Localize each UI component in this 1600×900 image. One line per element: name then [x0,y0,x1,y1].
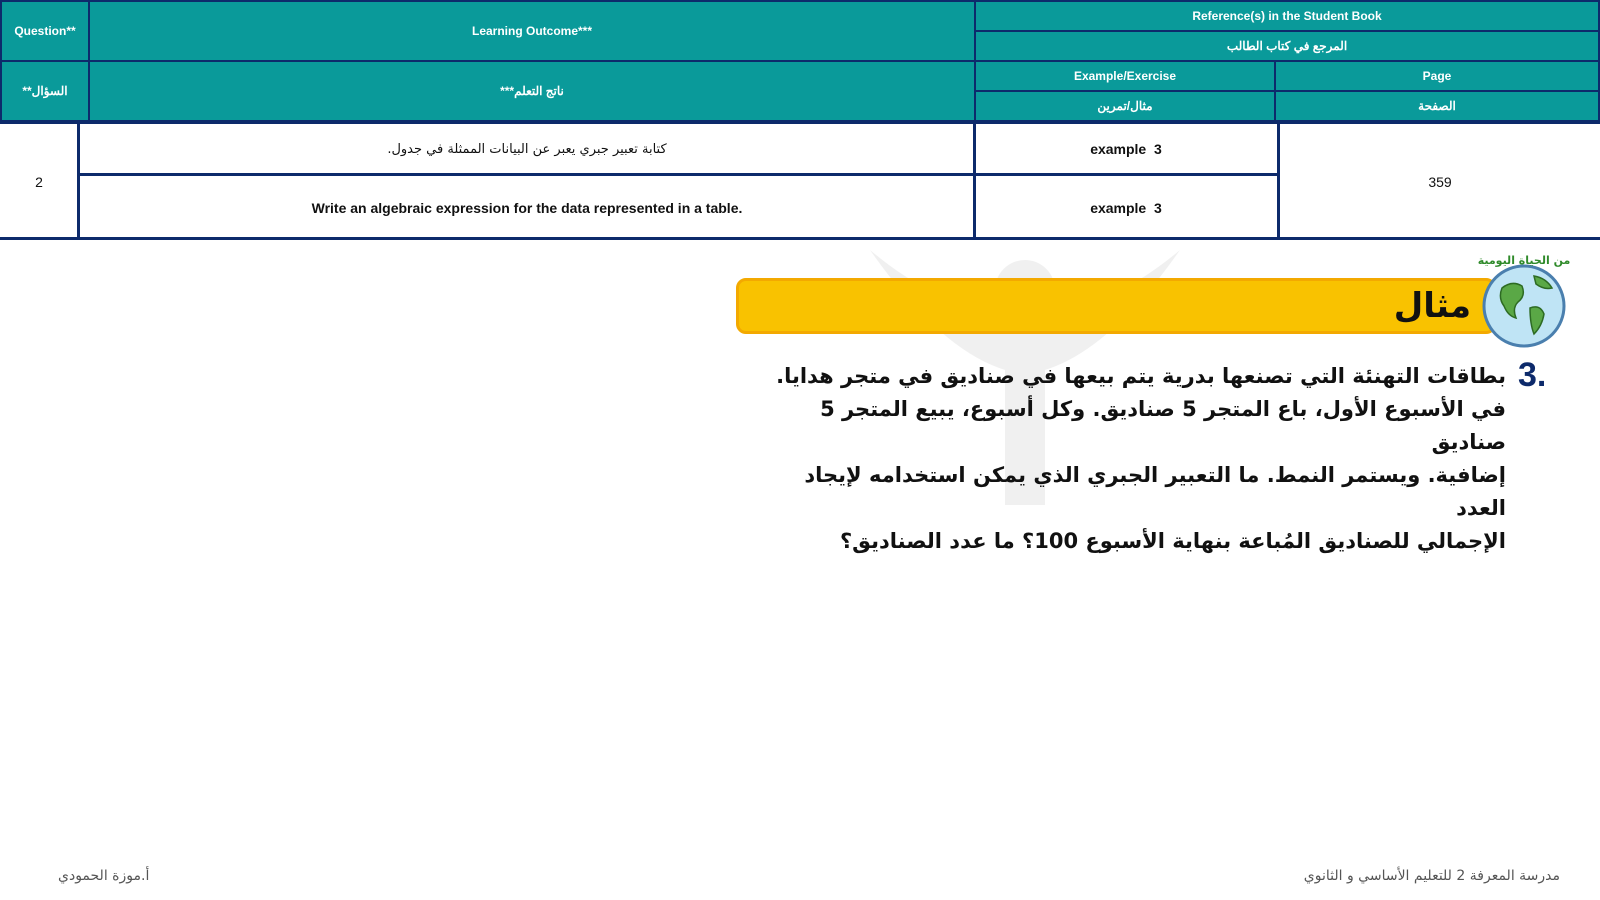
outcome-en-text: Write an algebraic expression for the data represented in a table. [311,200,743,216]
question-number-cell [0,124,78,240]
header-example-en-label: Example/Exercise [1073,69,1177,83]
example-text [748,360,1506,558]
header-reference-ar-label: المرجع في كتاب الطالب [1226,39,1348,53]
row-divider-v2 [973,124,976,240]
table-header [0,0,1600,124]
example-line-1: بطاقات التهنئة التي تصنعها بدرية يتم بيعها في صناديق في متجر هدايا. [776,364,1506,388]
header-page-en [1274,60,1600,92]
example-banner [736,278,1496,334]
row-divider-v1 [77,124,80,240]
question-number: 2 [35,174,43,190]
header-page-en-label: Page [1422,69,1452,83]
example-title: مثال [1393,286,1471,326]
row-divider-v3 [1277,124,1280,240]
row-bottom-border [0,237,1600,240]
header-outcome-en-label: Learning Outcome*** [471,24,593,38]
footer-school-name: مدرسة المعرفة 2 للتعليم الأساسي و الثانوي [1303,868,1560,884]
header-question-en [0,0,90,62]
header-outcome-ar [88,60,976,122]
footer-teacher-name: أ.موزة الحمودي [58,868,150,884]
example-line-3: إضافية. ويستمر النمط. ما التعبير الجبري الذي يمكن استخدامه لإيجاد العدد [804,463,1506,520]
example-number: 3. [1518,356,1547,394]
header-outcome-ar-label: ناتج التعلم*** [500,84,564,98]
example-ref-1: example 3 [1090,141,1162,157]
header-reference-en-label: Reference(s) in the Student Book [1192,9,1382,23]
globe-icon [1474,250,1574,350]
header-question-ar [0,60,90,122]
header-outcome-en [88,0,976,62]
row-divider-h1 [77,173,1280,176]
example-line-4: الإجمالي للصناديق المُباعة بنهاية الأسبوع 100؟ ما عدد الصناديق؟ [839,529,1506,553]
header-page-ar [1274,90,1600,122]
header-page-ar-label: الصفحة [1418,99,1456,113]
outcome-ar-text: كتابة تعبير جبري يعبر عن البيانات الممثلة في جدول. [387,141,667,157]
header-example-ar [974,90,1276,122]
example-ref-2: example 3 [1090,200,1162,216]
header-question-en-label: Question** [14,24,76,38]
header-question-ar-label: السؤال** [22,84,68,98]
example-cell-1 [976,124,1276,174]
header-reference-ar [974,30,1600,62]
header-reference-en [974,0,1600,32]
outcome-ar-cell [80,124,974,174]
table-row [0,124,1600,244]
outcome-en-cell [80,176,974,240]
page-cell [1280,124,1600,240]
globe-badge-text: من الحياة اليومية [1477,254,1571,267]
example-line-2: في الأسبوع الأول، باع المتجر 5 صناديق. وكل أسبوع، يبيع المتجر 5 صناديق [820,397,1506,454]
header-example-en [974,60,1276,92]
page-number: 359 [1428,174,1452,190]
header-example-ar-label: مثال/تمرين [1097,99,1153,113]
